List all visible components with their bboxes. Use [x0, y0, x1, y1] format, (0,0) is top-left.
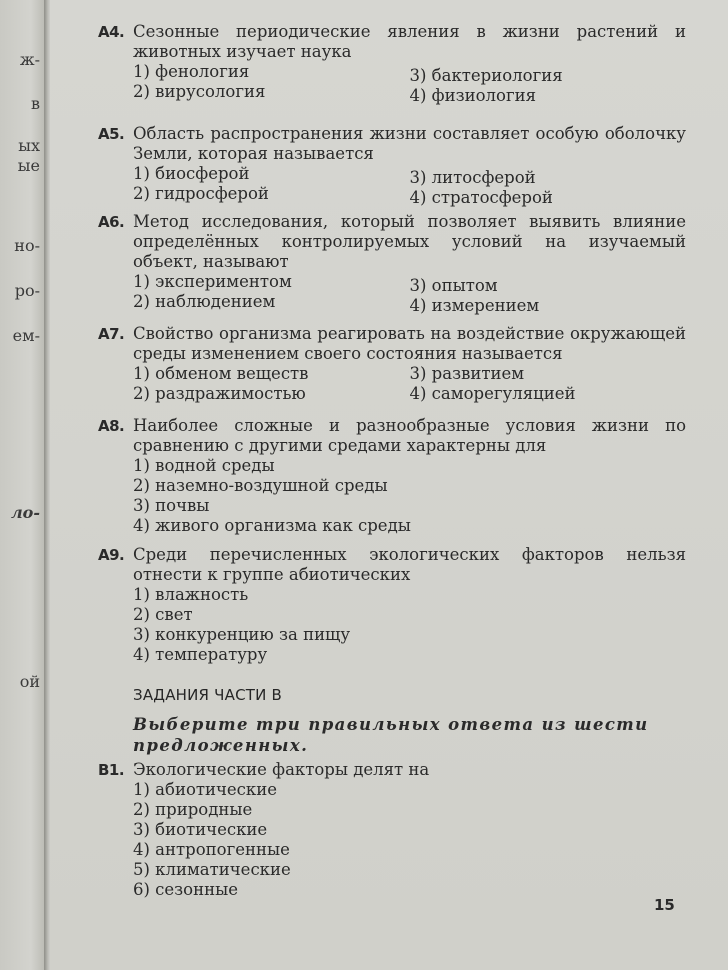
question-number: А4.	[98, 23, 125, 41]
question-text: Наиболее сложные и разнообразные условия жизни по сравнению с другими средами характерны для	[133, 416, 686, 455]
question-number: В1.	[98, 761, 125, 779]
answer-option: 4) антропогенные	[133, 840, 290, 859]
question-text: Область распространения жизни составляет особую оболочку Земли, которая называется	[133, 124, 686, 163]
answer-option: 2) раздражимостью	[133, 384, 306, 403]
answer-option: 3) бактериология	[409, 66, 563, 85]
section-heading: ЗАДАНИЯ ЧАСТИ В	[133, 686, 283, 704]
answer-option: 1) абиотические	[133, 780, 277, 799]
answer-option: 2) свет	[133, 605, 193, 624]
answer-option: 2) гидросферой	[133, 184, 269, 203]
question-text: Экологические факторы делят на	[133, 760, 430, 779]
answer-option: 2) природные	[133, 800, 253, 819]
answer-options	[133, 62, 686, 106]
answer-option: 1) экспериментом	[133, 272, 292, 291]
question-text: Среди перечисленных экологических факторов нельзя отнести к группе абиотических	[133, 545, 686, 584]
answer-option: 4) измерением	[409, 296, 540, 315]
answer-option: 3) опытом	[409, 276, 498, 295]
answer-options	[133, 164, 686, 208]
answer-option: 1) фенология	[133, 62, 250, 81]
answer-options	[133, 780, 686, 900]
question-a8	[100, 416, 686, 536]
answer-option: 4) физиология	[409, 86, 536, 105]
answer-option: 3) развитием	[409, 364, 525, 383]
answer-option: 4) саморегуляцией	[409, 384, 576, 403]
answer-option: 3) литосферой	[409, 168, 536, 187]
question-b1	[100, 760, 686, 900]
page-number: 15	[654, 896, 675, 914]
answer-option: 3) почвы	[133, 496, 210, 515]
answer-option: 5) климатические	[133, 860, 291, 879]
answer-options	[133, 272, 686, 316]
margin-fragment: ых	[18, 136, 40, 155]
margin-fragment: ло-	[10, 503, 40, 522]
margin-fragment: ые	[17, 156, 40, 175]
question-a6	[100, 212, 686, 316]
answer-option: 4) температуру	[133, 645, 268, 664]
answer-option: 4) стратосферой	[409, 188, 553, 207]
margin-fragment: в	[30, 94, 40, 113]
section-instruction: Выберите три правильных ответа из шести предложенных.	[133, 715, 649, 755]
question-a9	[100, 545, 686, 665]
answer-option: 1) обменом веществ	[133, 364, 309, 383]
question-number: А7.	[98, 325, 125, 343]
question-a7	[100, 324, 686, 404]
question-number: А5.	[98, 125, 125, 143]
answer-option: 2) наблюдением	[133, 292, 276, 311]
question-number: А9.	[98, 546, 125, 564]
question-a5	[100, 124, 686, 208]
margin-fragment: ж-	[19, 50, 40, 69]
question-text: Свойство организма реагировать на воздействие окружающей среды изменением своего состояния называется	[133, 324, 686, 363]
question-a4	[100, 22, 686, 106]
answer-option: 1) водной среды	[133, 456, 275, 475]
margin-fragment: ро-	[14, 281, 40, 300]
question-text: Метод исследования, который позволяет выявить влияние определённых контролируемых условий на изучаемый объект, называют	[133, 212, 686, 271]
answer-option: 3) биотические	[133, 820, 268, 839]
facing-page-margin	[0, 0, 44, 970]
answer-option: 3) конкуренцию за пищу	[133, 625, 351, 644]
margin-fragment: но-	[14, 236, 40, 255]
answer-option: 2) вирусология	[133, 82, 266, 101]
answer-option: 4) живого организма как среды	[133, 516, 411, 535]
margin-fragment: ой	[19, 672, 40, 691]
answer-options	[133, 364, 686, 404]
answer-options	[133, 585, 686, 665]
answer-option: 1) влажность	[133, 585, 249, 604]
margin-fragment: ем-	[12, 326, 40, 345]
question-number: А6.	[98, 213, 125, 231]
answer-option: 2) наземно-воздушной среды	[133, 476, 388, 495]
question-text: Сезонные периодические явления в жизни растений и животных изучает наука	[133, 22, 686, 61]
answer-options	[133, 456, 686, 536]
answer-option: 1) биосферой	[133, 164, 250, 183]
answer-option: 6) сезонные	[133, 880, 239, 899]
question-number: А8.	[98, 417, 125, 435]
